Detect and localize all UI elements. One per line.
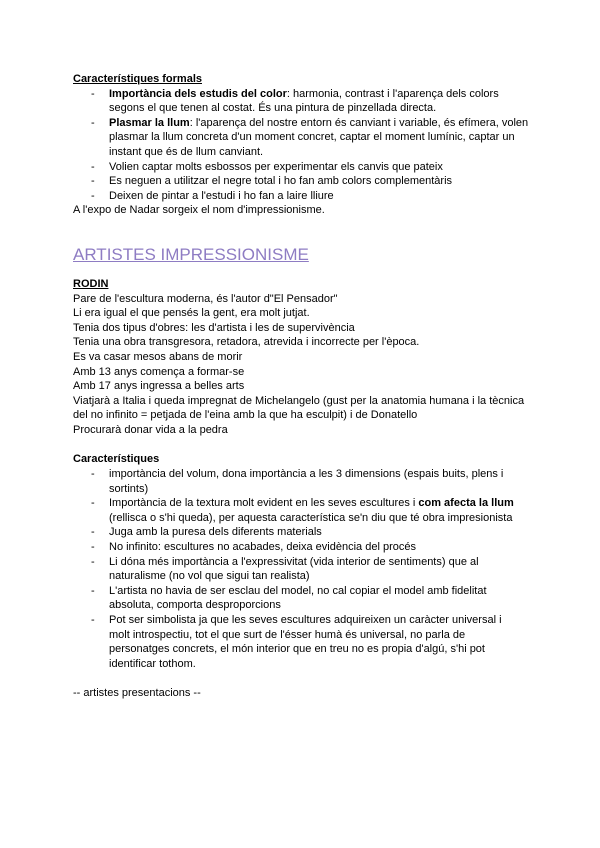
rodin-heading: RODIN [73, 277, 109, 290]
list-item [73, 555, 533, 584]
item-line: (rellisca o s'hi queda), per aquesta característica se'n diu que té obra impresionista [109, 511, 513, 524]
item-text: Deixen de pintar a l'estudi i ho fan a laire lliure [109, 189, 334, 202]
item-line: identificar tothom. [109, 657, 196, 670]
rodin-line: Viatjarà a Italia i queda impregnat de Michelangelo (gust per la anatomia humana i la tècnica [73, 394, 525, 407]
rodin-line: Amb 13 anys comença a formar-se [73, 365, 245, 378]
formal-heading: Característiques formals [73, 73, 202, 85]
dash-mark: - [91, 116, 95, 129]
item-line: absoluta, comporta desproporcions [109, 599, 281, 612]
list-item [73, 613, 533, 671]
item-line: Pot ser simbolista ja que les seves escultures adquireixen un caràcter universal i [109, 614, 502, 626]
list-item [73, 584, 533, 613]
rodin-line: Es va casar mesos abans de morir [73, 350, 243, 363]
item-text: Es neguen a utilitzar el negre total i ho fan amb colors complementàris [109, 175, 453, 188]
list-item [73, 174, 533, 189]
item-line: molt introspectiu, tot el que surt de l'ésser humà és universal, no parla de [109, 628, 466, 641]
rodin-line: Procurarà donar vida a la pedra [73, 423, 228, 436]
list-item [73, 467, 533, 496]
item-line: sortints) [109, 482, 149, 495]
dash-mark: - [91, 468, 95, 481]
item-line [109, 496, 533, 511]
item-line: Li dóna més importància a l'expressivitat (vida interior de sentiments) que al [109, 555, 479, 568]
features-heading: Característiques [73, 453, 160, 466]
item-bold: com afecta la llum [418, 497, 514, 510]
item-bold: Plasmar la llum [109, 116, 190, 129]
rodin-line: Li era igual el que pensés la gent, era molt jutjat. [73, 307, 310, 320]
item-text: Importància de la textura molt evident en les seves escultures i [109, 497, 419, 510]
dash-mark: - [91, 526, 95, 539]
rodin-line: Pare de l'escultura moderna, és l'autor d"El Pensador" [73, 292, 338, 305]
list-item [73, 160, 533, 175]
dash-mark: - [91, 175, 95, 188]
item-text: : l'aparença del nostre entorn és canviant i variable, és efímera, volen plasmar la llum concreta d'un moment concret, captar el moment lumínic, captar un instant que és de llum canviant. [109, 116, 529, 158]
item-text: Volien captar molts esbossos per experimentar els canvis que pateix [109, 160, 443, 173]
item-line: personatges concrets, el món interior que en treu no es propia d'algú, s'hi pot [109, 643, 485, 656]
features-list [73, 467, 533, 671]
dash-mark: - [91, 497, 95, 510]
item-line: importància del volum, dona importància a les 3 dimensions (espais buits, plens i [109, 468, 504, 481]
dash-mark: - [91, 541, 95, 554]
list-item [73, 87, 533, 116]
section-title: ARTISTES IMPRESSIONISME [73, 244, 309, 264]
list-item [73, 189, 533, 204]
rodin-line: Tenia una obra transgresora, retadora, atrevida i incorrecte per l'època. [73, 336, 420, 349]
rodin-line: Tenia dos tipus d'obres: les d'artista i les de supervivència [73, 321, 355, 334]
dash-mark: - [91, 160, 95, 173]
formal-closing: A l'expo de Nadar sorgeix el nom d'impressionisme. [73, 204, 325, 217]
list-item [73, 496, 533, 525]
list-item [73, 525, 533, 540]
dash-mark: - [91, 555, 95, 568]
list-item [73, 116, 533, 160]
spacer [73, 437, 533, 452]
item-line: naturalisme (no vol que sigui tan realista) [109, 570, 310, 583]
dash-mark: - [91, 584, 95, 597]
rodin-line: Amb 17 anys ingressa a belles arts [73, 380, 245, 393]
spacer [73, 671, 533, 686]
dash-mark: - [91, 614, 95, 626]
item-line: Juga amb la puresa dels diferents materials [109, 526, 322, 539]
formal-list [73, 87, 533, 204]
item-text: : harmonia, contrast i l'aparença dels colors segons el que tenen al costat. És una pintura de pinzellada directa. [109, 87, 499, 115]
dash-mark: - [91, 189, 95, 202]
dash-mark: - [91, 87, 95, 100]
document-content [73, 72, 533, 701]
item-bold: Importància dels estudis del color [109, 87, 287, 100]
item-line: L'artista no havia de ser esclau del model, no cal copiar el model amb fidelitat [109, 584, 487, 597]
rodin-line: del no infinito = petjada de l'eina amb la que ha esculpit) i de Donatello [73, 409, 418, 422]
footer-text: -- artistes presentacions -- [73, 687, 201, 700]
item-line: No infinito: escultures no acabades, deixa evidència del procés [109, 541, 416, 554]
list-item [73, 540, 533, 555]
